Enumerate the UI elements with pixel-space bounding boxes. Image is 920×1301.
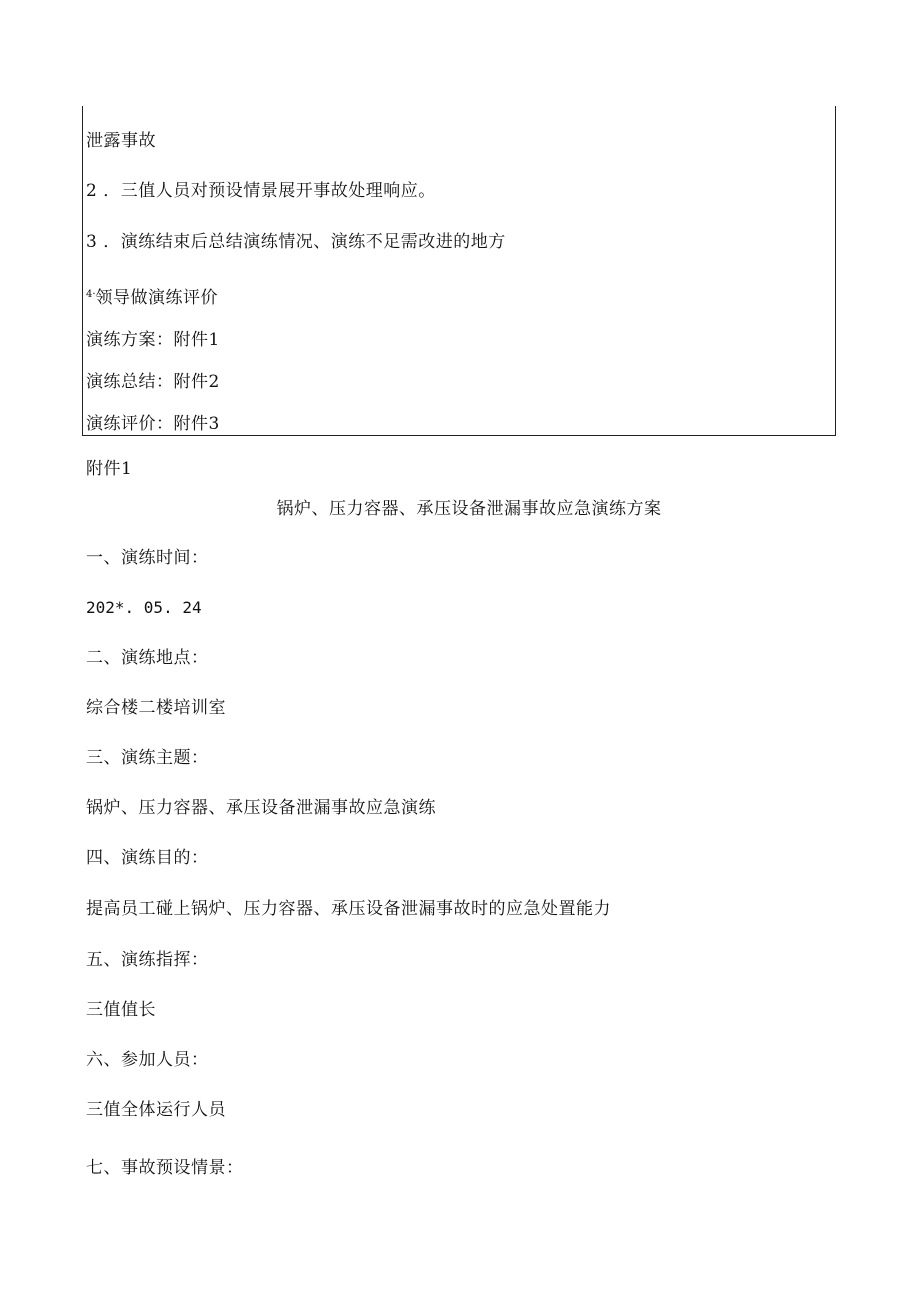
section-heading: 六、参加人员： xyxy=(86,1050,209,1070)
item-text: 领导做演练评价 xyxy=(95,288,219,308)
section-content: 提高员工碰上锅炉、压力容器、承压设备泄漏事故时的应急处置能力 xyxy=(86,899,611,919)
section-heading: 四、演练目的： xyxy=(86,848,209,868)
box-line-5: 演练方案：附件1 xyxy=(86,330,220,350)
section-content: 综合楼二楼培训室 xyxy=(86,698,226,718)
section-content: 202*. 05. 24 xyxy=(86,598,202,617)
section-content: 锅炉、压力容器、承压设备泄漏事故应急演练 xyxy=(86,798,436,818)
attachment-label: 附件1 xyxy=(86,459,133,479)
section-content: 三值全体运行人员 xyxy=(86,1100,226,1120)
document-title: 锅炉、压力容器、承压设备泄漏事故应急演练方案 xyxy=(276,499,662,519)
section-heading: 一、演练时间： xyxy=(86,548,209,568)
section-heading: 二、演练地点： xyxy=(86,648,209,668)
section-heading: 三、演练主题： xyxy=(86,748,209,768)
section-content: 三值值长 xyxy=(86,1000,156,1020)
section-heading: 七、事故预设情景： xyxy=(86,1158,244,1178)
item-number: 4· xyxy=(86,289,96,300)
box-line-7: 演练评价：附件3 xyxy=(86,414,220,434)
section-heading: 五、演练指挥： xyxy=(86,950,209,970)
box-line-6: 演练总结：附件2 xyxy=(86,372,220,392)
box-line-4 xyxy=(86,287,218,312)
box-line-2: 2 ．三值人员对预设情景展开事故处理响应。 xyxy=(86,181,436,201)
box-line-3: 3 ．演练结束后总结演练情况、演练不足需改进的地方 xyxy=(86,232,506,252)
box-line-1: 泄露事故 xyxy=(86,131,156,151)
